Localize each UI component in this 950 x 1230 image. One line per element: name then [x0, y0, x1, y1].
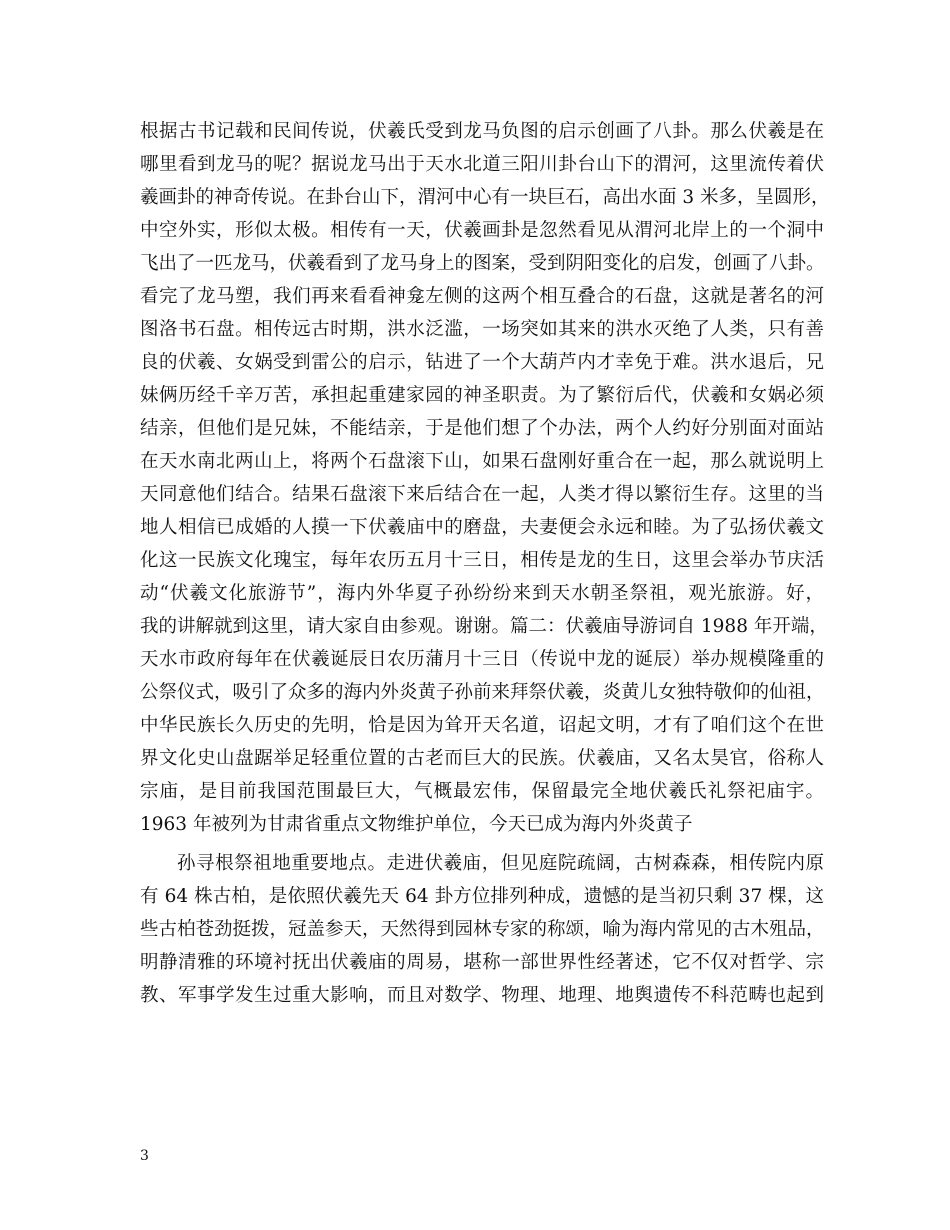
text-line: 妹俩历经千辛万苦，承担起重建家园的神圣职责。为了繁衍后代，伏羲和女娲必须 — [140, 385, 824, 406]
text-line: 飞出了一匹龙马，伏羲看到了龙马身上的图案，受到阴阳变化的启发，创画了八卦。 — [140, 253, 825, 274]
text-line: 明静清雅的环境衬抚出伏羲庙的周易，堪称一部世界性经著述，它不仅对哲学、宗 — [140, 952, 824, 973]
text-line: 根据古书记载和民间传说，伏羲氏受到龙马负图的启示创画了八卦。那么伏羲是在 — [140, 121, 824, 142]
text-line: 哪里看到龙马的呢？据说龙马出于天水北道三阳川卦台山下的渭河，这里流传着伏 — [140, 154, 824, 175]
text-line: 宗庙，是目前我国范围最巨大，气概最宏伟，保留最完全地伏羲氏礼祭祀庙宇。 — [140, 781, 824, 802]
text-line: 图洛书石盘。相传远古时期，洪水泛滥，一场突如其来的洪水灭绝了人类，只有善 — [140, 319, 824, 340]
text-line: 动“伏羲文化旅游节”，海内外华夏子孙纷纷来到天水朝圣祭祖，观光旅游。好， — [140, 583, 824, 604]
text-line: 孙寻根祭祖地重要地点。走进伏羲庙，但见庭院疏阔，古树森森，相传院内原 — [177, 853, 824, 874]
paragraph-1 — [140, 115, 830, 841]
text-line: 化这一民族文化瑰宝，每年农历五月十三日，相传是龙的生日，这里会举办节庆活 — [140, 550, 824, 571]
text-line: 看完了龙马塑，我们再来看看神龛左侧的这两个相互叠合的石盘，这就是著名的河 — [140, 286, 824, 307]
text-line: 中空外实，形似太极。相传有一天，伏羲画卦是忽然看见从渭河北岸上的一个洞中 — [140, 220, 824, 241]
text-line: 1963 年被列为甘肃省重点文物维护单位，今天已成为海内外炎黄子 — [140, 814, 693, 835]
text-line: 良的伏羲、女娲受到雷公的启示，钻进了一个大葫芦内才幸免于难。洪水退后，兄 — [140, 352, 824, 373]
text-line: 教、军事学发生过重大影响，而且对数学、物理、地理、地舆遗传不科范畴也起到 — [140, 985, 824, 1006]
text-line: 公祭仪式，吸引了众多的海内外炎黄子孙前来拜祭伏羲，炎黄儿女独特敬仰的仙祖， — [140, 682, 825, 703]
text-line: 界文化史山盘踞举足轻重位置的古老而巨大的民族。伏羲庙，又名太昊官，俗称人 — [140, 748, 824, 769]
paragraph-2 — [140, 847, 824, 1012]
text-line: 有 64 株古柏，是依照伏羲先天 64 卦方位排列种成，遗憾的是当初只剩 37 棵，这 — [140, 886, 824, 907]
text-line: 羲画卦的神奇传说。在卦台山下，渭河中心有一块巨石，高出水面 3 米多，呈圆形， — [140, 187, 830, 208]
text-line: 我的讲解就到这里，请大家自由参观。谢谢。篇二：伏羲庙导游词自 1988 年开端， — [140, 616, 828, 637]
body-text — [140, 115, 830, 1012]
text-line: 中华民族长久历史的先明，恰是因为耸开天名道，诏起文明，才有了咱们这个在世 — [140, 715, 824, 736]
text-line: 天同意他们结合。结果石盘滚下来后结合在一起，人类才得以繁衍生存。这里的当 — [140, 484, 824, 505]
text-line: 在天水南北两山上，将两个石盘滚下山，如果石盘刚好重合在一起，那么就说明上 — [140, 451, 824, 472]
page-number: 3 — [140, 1148, 149, 1164]
text-line: 些古柏苍劲挺拨，冠盖参天，天然得到园林专家的称颂，喻为海内常见的古木殂品， — [140, 919, 825, 940]
text-line: 结亲，但他们是兄妹，不能结亲，于是他们想了个办法，两个人约好分别面对面站 — [140, 418, 824, 439]
text-line: 地人相信已成婚的人摸一下伏羲庙中的磨盘，夫妻便会永远和睦。为了弘扬伏羲文 — [140, 517, 824, 538]
text-line: 天水市政府每年在伏羲诞辰日农历蒲月十三日（传说中龙的诞辰）举办规模隆重的 — [140, 649, 824, 670]
